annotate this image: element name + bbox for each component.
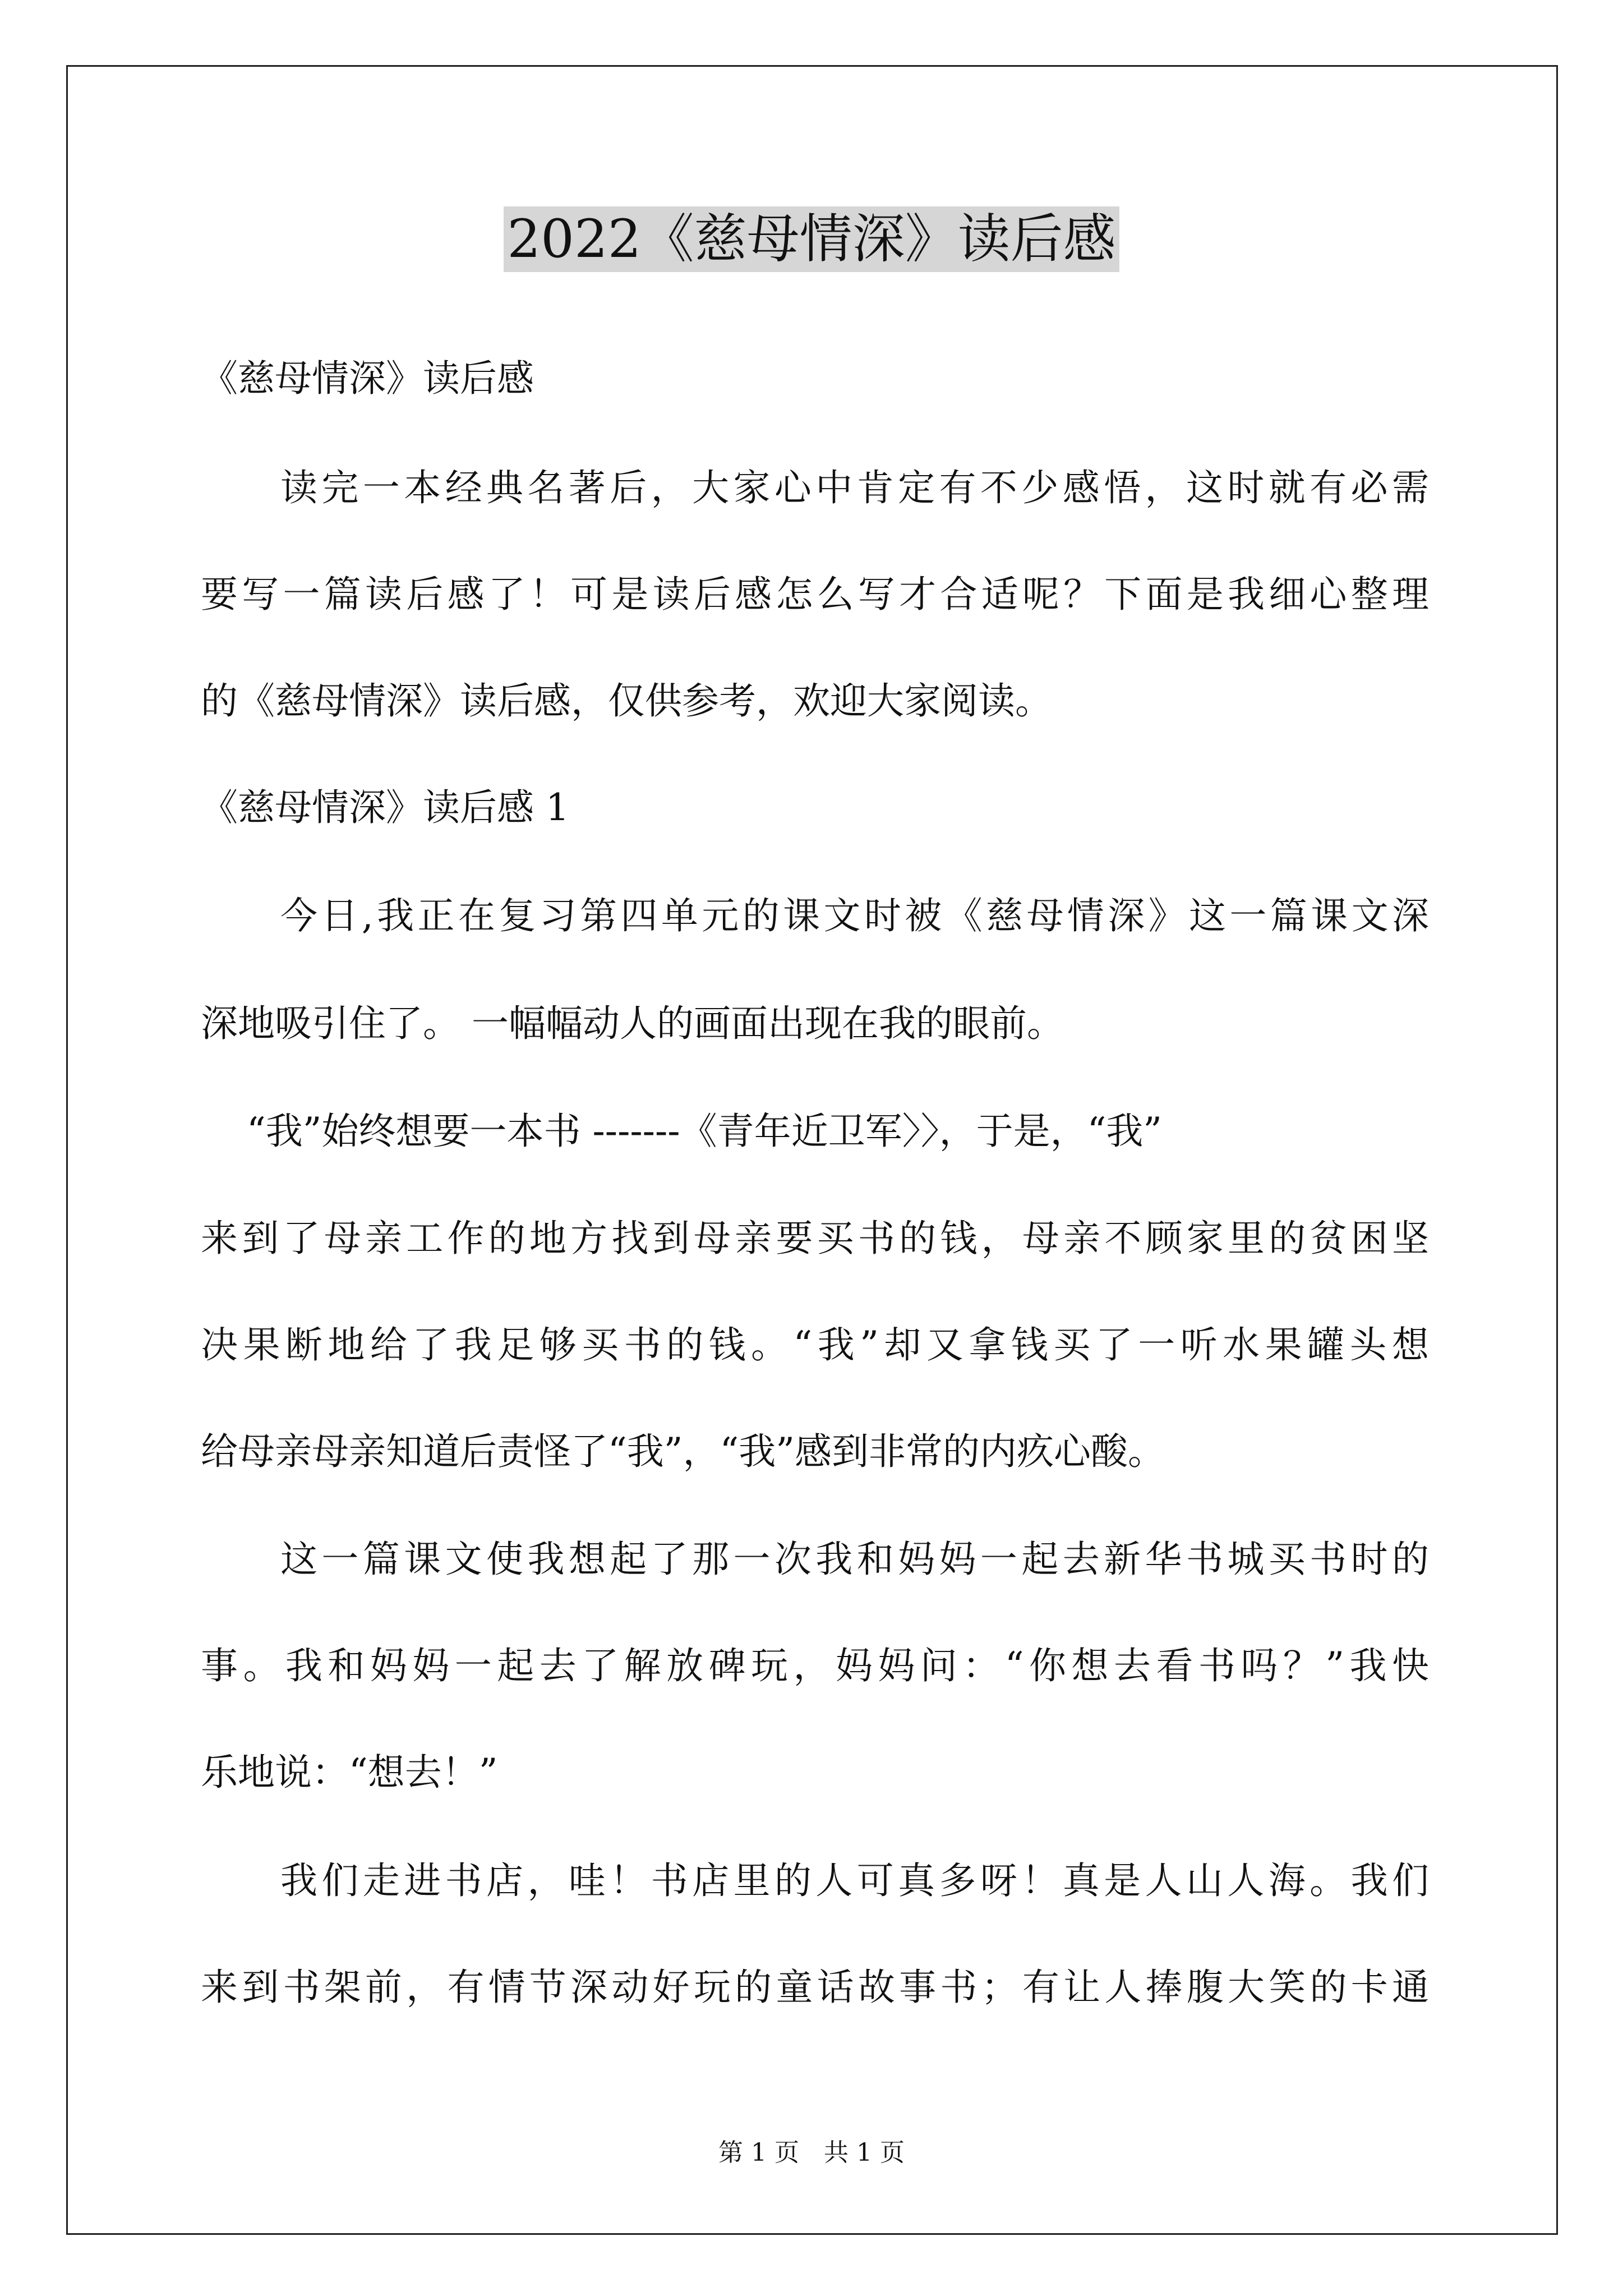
document-title-text: 2022《慈母情深》读后感	[504, 206, 1119, 272]
paragraph-line: 深地吸引住了。 一幅幅动人的画面出现在我的眼前。	[201, 1002, 1064, 1045]
paragraph-line: 这一篇课文使我想起了那一次我和妈妈一起去新华书城买书时的	[280, 1538, 1429, 1581]
paragraph-line: 乐地说：“想去！”	[201, 1751, 498, 1794]
section-heading: 《慈母情深》读后感 1	[201, 786, 569, 829]
paragraph-line: 决果断地给了我足够买书的钱。“我”却又拿钱买了一听水果罐头想	[201, 1323, 1429, 1366]
paragraph-line: 的《慈母情深》读后感，仅供参考，欢迎大家阅读。	[201, 679, 1052, 723]
paragraph-line: 给母亲母亲知道后责怪了“我”，“我”感到非常的内疚心酸。	[201, 1430, 1165, 1473]
paragraph-line: 我们走进书店，哇！书店里的人可真多呀！真是人山人海。我们	[280, 1859, 1429, 1902]
paragraph-line: 来到了母亲工作的地方找到母亲要买书的钱，母亲不顾家里的贫困坚	[201, 1217, 1429, 1260]
paragraph-line: 来到书架前，有情节深动好玩的童话故事书；有让人捧腹大笑的卡通	[201, 1966, 1429, 2009]
paragraph-line: 事。我和妈妈一起去了解放碑玩，妈妈问：“你想去看书吗？”我快	[201, 1644, 1429, 1687]
paragraph-line: “我”始终想要一本书 -------《青年近卫军〉〉，于是，“我”	[247, 1110, 1163, 1153]
paragraph-line: 今日,我正在复习第四单元的课文时被《慈母情深》这一篇课文深	[280, 894, 1429, 937]
paragraph-line: 要写一篇读后感了！可是读后感怎么写才合适呢？下面是我细心整理	[201, 573, 1429, 616]
document-title	[0, 205, 1623, 274]
subtitle-line: 《慈母情深》读后感	[201, 357, 534, 400]
paragraph-line: 读完一本经典名著后，大家心中肯定有不少感悟，这时就有必需	[280, 466, 1429, 509]
page-footer: 第 1 页 共 1 页	[718, 2138, 905, 2167]
